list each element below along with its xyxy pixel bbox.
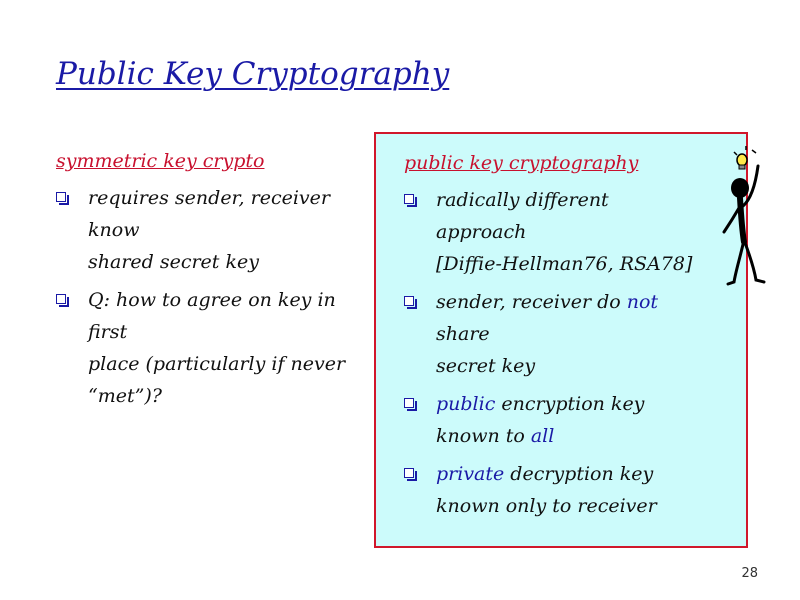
public-key-section [404,152,704,528]
box-bullet-icon [404,194,415,205]
emphasis-text: public [436,393,496,415]
bullet-text: known to [436,425,531,447]
public-key-heading: public key cryptography [404,152,639,174]
list-item [56,284,376,412]
public-key-list [404,184,704,522]
symmetric-key-heading: symmetric key crypto [56,150,265,172]
emphasis-text: all [530,425,555,447]
bullet-text: sender, receiver do [436,291,627,313]
bullet-line: shared secret key [88,251,259,273]
box-bullet-icon [404,468,415,479]
emphasis-text: not [626,291,659,313]
bullet-text: decryption key [504,463,654,485]
bullet-text: share [436,323,490,345]
slide-title: Public Key Cryptography [56,56,450,92]
list-item [404,184,704,280]
box-bullet-icon [56,192,67,203]
symmetric-key-section [56,150,376,418]
list-item [404,458,704,522]
list-item [404,388,704,452]
stick-figure-with-lightbulb-icon [718,140,778,290]
page-number: 28 [741,566,758,581]
bullet-line: known only to receiver [436,495,657,517]
emphasis-text: private [436,463,505,485]
bullet-line: “met”)? [88,385,162,407]
bullet-text: encryption key [495,393,645,415]
list-item [404,286,704,382]
box-bullet-icon [404,296,415,307]
bullet-line: [Diffie-Hellman76, RSA78] [436,253,693,275]
bullet-line: secret key [436,355,536,377]
symmetric-key-list [56,182,376,412]
bullet-line: Q: how to agree on key in first [88,289,336,343]
list-item [56,182,376,278]
box-bullet-icon [404,398,415,409]
box-bullet-icon [56,294,67,305]
bullet-line: requires sender, receiver know [88,187,330,241]
bullet-line: radically different approach [436,189,609,243]
bullet-line: place (particularly if never [88,353,346,375]
